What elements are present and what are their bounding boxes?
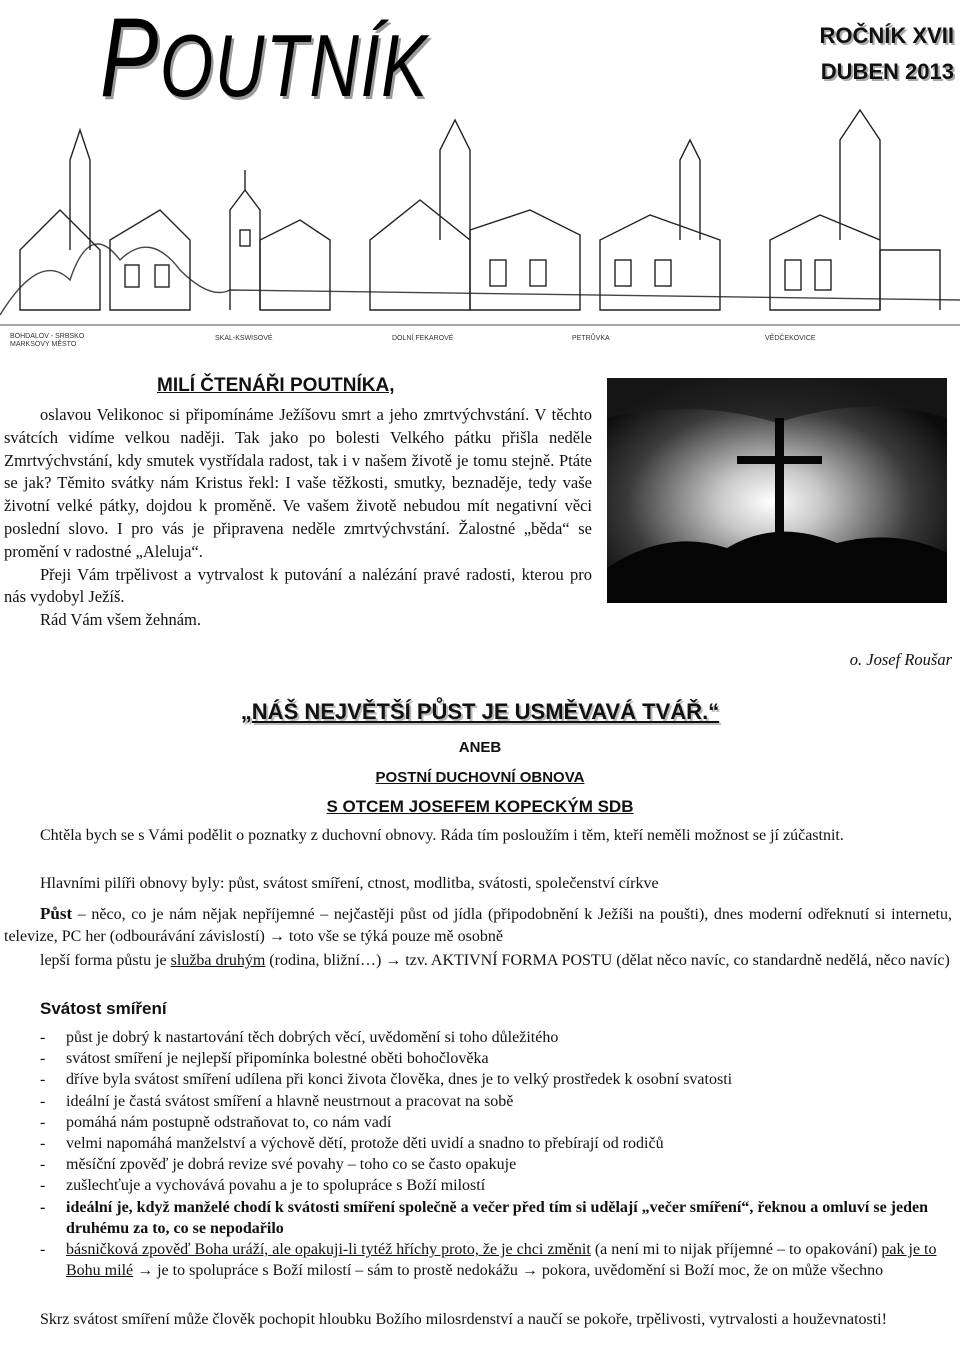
list-item: - měsíční zpověď je dobrá revize své povahy – toho co se často opakuje xyxy=(40,1156,517,1174)
article-subheading-speaker: S OTCEM JOSEFEM KOPECKÝM SDB xyxy=(326,797,634,816)
list-item: - půst je dobrý k nastartování těch dobrých věcí, uvědomění si toho důležitého xyxy=(40,1029,559,1046)
issue-info xyxy=(820,18,954,90)
service-to-others-link: služba druhým xyxy=(170,952,266,969)
article-heading: „NÁŠ NEJVĚTŠÍ PŮST JE USMĚVAVÁ TVÁŘ.“ xyxy=(240,699,720,724)
list-item: - zušlechťuje a vychovává povahu a je to spolupráce s Boží milostí xyxy=(40,1177,486,1195)
list-item: - velmi napomáhá manželství a výchově dětí, protože děti uvidí a snadno to přebírají od rodičů xyxy=(40,1135,664,1153)
better-pre: lepší forma půstu je xyxy=(40,952,171,969)
masthead-title-rest: OUTNÍK xyxy=(159,16,429,115)
article-subheading-aneb: ANEB xyxy=(458,739,502,756)
letter-signature: o. Josef Roušar xyxy=(849,650,952,669)
masthead-title xyxy=(100,0,429,120)
fast-paragraph xyxy=(4,903,952,948)
article-better-form xyxy=(4,950,952,972)
banner-caption: VĚDČEKOVICE xyxy=(765,335,816,342)
letter-heading: MILÍ ČTENÁŘI POUTNÍKA, xyxy=(157,375,395,396)
better-post: (rodina, bližní…) → tzv. AKTIVNÍ FORMA POSTU (dělat něco navíc, co standardně nedělá, něco navíc) xyxy=(265,952,950,969)
article-intro xyxy=(4,825,952,847)
banner-caption: BOHDALOV - SRBSKO xyxy=(10,333,85,340)
fast-term: Půst xyxy=(40,904,73,923)
banner-caption: SKAL-KSWISOVÉ xyxy=(215,335,273,342)
cross-photo xyxy=(607,378,947,603)
article-fast xyxy=(4,903,952,948)
letter-paragraph: Rád Vám všem žehnám. xyxy=(40,610,201,630)
volume-label: ROČNÍK XVII xyxy=(819,23,954,48)
list-item: - básničková zpověď Boha uráží, ale opakuji-li tytéž hříchy proto, že je chci změnit (a není mi to nijak příjemné – to opakování) pak je to Bohu milé → je to spolupráce s Boží milostí – sám to prostě nedokážu → pokora, uvědomění si Boží moc, že on může všechno xyxy=(40,1241,937,1280)
fast-text: – něco, co je nám nějak nepříjemné – nejčastěji půst od jídla (připodobnění k Ježíši na poušti), dnes moderní odřeknutí si internetu, televize, PC her (odbourávání závislostí) → toto vše se týká pouze mě osobně xyxy=(4,906,952,945)
pillars-paragraph: Hlavními pilíři obnovy byly: půst, svátost smíření, ctnost, modlitba, svátosti, společenství církve xyxy=(40,875,659,892)
issue-date: DUBEN 2013 xyxy=(820,59,954,84)
sacrament-heading: Svátost smíření xyxy=(40,999,167,1018)
masthead-title-initial: P xyxy=(100,0,160,120)
letter-paragraph: oslavou Velikonoc si připomínáme Ježíšovu smrt a jeho zmrtvýchvstání. V těchto svátcích vidíme velkou naději. Tak jako po bolesti Velkého pátku přišla neděle Zmrtvýchvstání, kdy smutek vystřídala radost, tak i v našem životě je tomu stejně. Ptáte se jak? Těmito svátky nám Kristus řekl: I vaše těžkosti, smutky, beznaděje, tedy vaše životní velké pátky, dojdou k proměně. Ve vašem životě nebudou mít negativní věci poslední slovo. I pro vás je připravena neděle zmrtvýchvstání. Žalostné „běda“ se promění v radostné „Aleluja“. xyxy=(4,405,592,561)
letter-paragraph: Přeji Vám trpělivost a vytrvalost k putování a nalézání pravé radosti, kterou pro nás vydobyl Ježíš. xyxy=(4,564,592,607)
list-item: - pomáhá nám postupně odstraňovat to, co nám vadí xyxy=(40,1113,392,1131)
intro-paragraph: Chtěla bych se s Vámi podělit o poznatky z duchovní obnovy. Ráda tím posloužím i těm, kteří neměli možnost se jí zúčastnit. xyxy=(40,827,844,844)
list-item-bold: - ideální je, když manželé chodí k svátosti smíření společně a večer před tím si udělají „večer smíření“, řeknou a omluví se jeden druhému za to, co se nepodařilo xyxy=(40,1198,928,1237)
article-subheading: POSTNÍ DUCHOVNÍ OBNOVA xyxy=(375,769,585,786)
list-item: - ideální je častá svátost smíření a hlavně neustrnout a pracovat na sobě xyxy=(40,1092,514,1110)
churches-sketch-banner xyxy=(0,100,960,350)
banner-caption: MARKSOVY MĚSTO xyxy=(10,341,77,348)
article-closing xyxy=(4,1309,952,1331)
banner-caption: DOLNÍ FEKAROVÉ xyxy=(392,335,454,342)
list-item: - svátost smíření je nejlepší připomínka bolestné oběti bohočlověka xyxy=(40,1050,489,1068)
article-pillars xyxy=(4,873,952,895)
letter-body xyxy=(4,404,592,632)
better-paragraph xyxy=(4,950,952,972)
closing-paragraph: Skrz svátost smíření může člověk pochopit hloubku Božího milosrdenství a naučí se pokoře, trpělivosti, vytrvalosti a houževnatosti! xyxy=(40,1311,887,1328)
sacrament-list xyxy=(40,1027,945,1281)
banner-caption: PETRŮVKA xyxy=(572,335,610,342)
list-item: - dříve byla svátost smíření udílena při konci života člověka, dnes je to velký prostředek k osobní svatosti xyxy=(40,1071,733,1089)
